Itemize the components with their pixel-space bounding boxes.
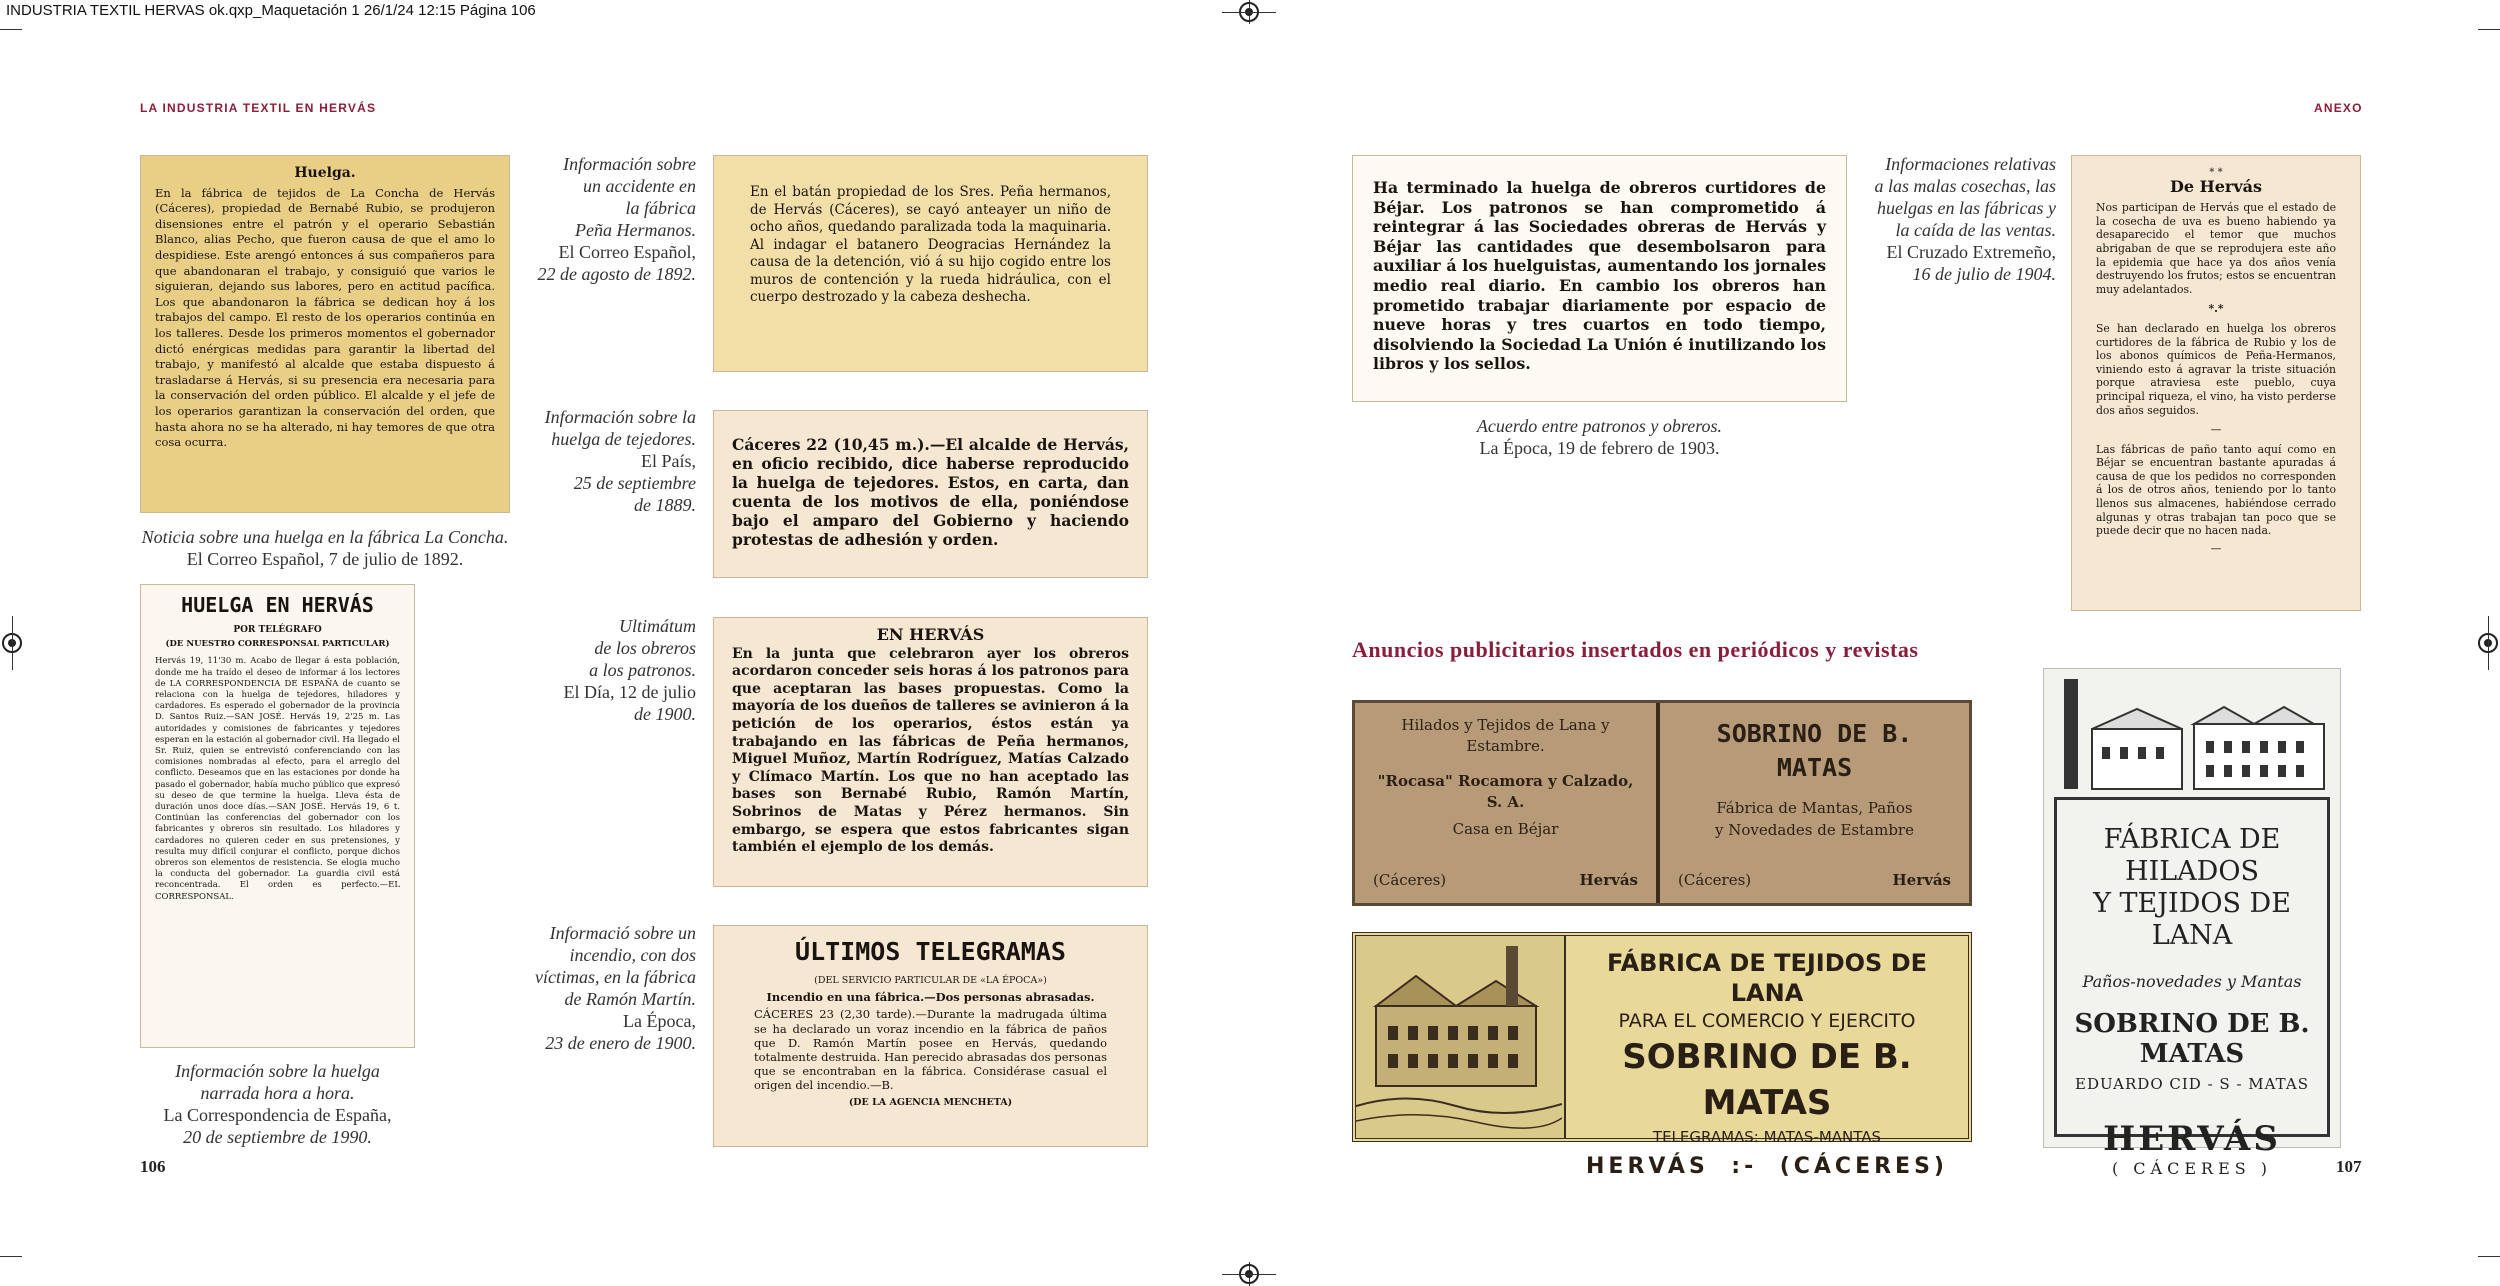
ad-text: Hervás bbox=[1892, 871, 1951, 889]
ad-text: HERVÁS bbox=[1586, 1154, 1709, 1179]
caption-line: La Correspondencia de España, bbox=[163, 1105, 392, 1125]
clipping-body: Las fábricas de paño tanto aquí como en Béjar se encuentran bastante apuradas á causa de que los pedidos no corresponden á los de otros años, teniendo por lo tanto llenos sus almacenes, habiéndose cerrado algunas y otras trabajan tan poco que se puede decir que no hacen nada. bbox=[2096, 442, 2336, 538]
clipping-caceres-22 bbox=[713, 410, 1148, 578]
running-head-right: ANEXO bbox=[2314, 101, 2363, 115]
clipping-title: De Hervás bbox=[2169, 176, 2263, 196]
caption-line: de Ramón Martín. bbox=[564, 989, 696, 1009]
caption-tejedores bbox=[520, 406, 696, 516]
crop-mark bbox=[0, 29, 22, 30]
clipping-body: En la fábrica de tejidos de La Concha de Hervás (Cáceres), propiedad de Bernabé Rubio, se produjeron disensiones entre el patrón y el operario Sebastián Blanco, alias Pecho, que fueron causa de que el amo lo despidiese. Este arengó entonces á sus compañeros para que abandonaran el trabajo, y consiguió que varios le siguieran, dejando sus labores, pero en actitud pacífica. Los que abandonaron la fábrica se dedican hoy á los trabajos del campo. El resto de los operarios continúa en los talleres. Desde los primeros momentos el gobernador dictó enérgicas medidas para garantir la libertad del trabajo, y manifestó al alcalde que estaba dispuesto á trasladarse á Hervás, si su presencia era necesaria para la conservación del orden público. El alcalde y el jefe de los operarios garantizan la conservación del orden, que hasta ahora no se ha alterado, ni hay temores de que otra cosa ocurra. bbox=[155, 185, 495, 450]
caption-line: a las malas cosechas, las bbox=[1874, 176, 2056, 196]
clipping-body: Se han declarado en huelga los obreros curtidores de la fábrica de Rubio y los de los abonos químicos de Peña-Hermanos, viniendo esto á agravar la triste situación porque atraviesa este pueblo, cuya principal riqueza, el vino, ha visto perderse dos años seguidos. bbox=[2096, 321, 2336, 417]
caption-huelga-hora bbox=[140, 1060, 415, 1148]
ad-text: :- bbox=[1731, 1154, 1758, 1179]
clipping-body: En el batán propiedad de los Sres. Peña hermanos, de Hervás (Cáceres), se cayó anteayer un niño de ocho años, quedando paralizada toda la maquinaria. Al indagar el batanero Deogracias Hernández la causa de la detención, vió á su hijo cogido entre los muros de contención y la rueda hidráulica, con el cuerpo destrozado y la cabeza deshecha. bbox=[750, 184, 1111, 305]
clipping-body: Cáceres 22 (10,45 m.).—El alcalde de Hervás, en oficio recibido, dice haberse reproducido la huelga de tejedores. Estos, en carta, dan cuenta de los motivos de ella, poniéndose bajo el amparo del Gobierno y haciendo protestas de adhesión y orden. bbox=[732, 435, 1129, 549]
file-slug: INDUSTRIA TEXTIL HERVAS ok.qxp_Maquetación 1 26/1/24 12:15 Página 106 bbox=[6, 2, 536, 19]
ad-text: EDUARDO CID - S - MATAS bbox=[2075, 1075, 2309, 1093]
ad-text: (Cáceres) bbox=[1373, 871, 1447, 889]
clipping-rule: — bbox=[2210, 423, 2222, 437]
ad-text: Casa en Béjar bbox=[1452, 820, 1559, 838]
ad-sobrino-matas-poster bbox=[2043, 668, 2341, 1178]
clipping-title: Huelga. bbox=[294, 165, 356, 181]
caption-line: 22 de agosto de 1892. bbox=[537, 264, 696, 284]
ad-text: (Cáceres) bbox=[1678, 871, 1752, 889]
ad-text: y Novedades de Estambre bbox=[1715, 821, 1914, 839]
caption-line: El Día, 12 de julio bbox=[563, 682, 696, 702]
caption-line: La Época, bbox=[623, 1011, 696, 1031]
factory-illustration-icon bbox=[1356, 936, 1562, 1136]
clipping-subtitle: POR TELÉGRAFO bbox=[233, 625, 322, 635]
ad-text: TELEGRAMAS: MATAS-MANTAS bbox=[1652, 1128, 1882, 1146]
clipping-body: Hervás 19, 11'30 m. Acabo de llegar á esta población, donde me ha traído el deseo de informar á los lectores de LA CORRESPONDENCIA DE ESPAÑA de cuanto se relaciona con la huelga de tejedores, hiladores y cardadores. Es esperado el gobernador de la provincia D. Santos Ruiz.—SAN JOSÉ. Hervás 19, 2'25 m. Las autoridades y comisiones de fabricantes y tejedores esperan en la estación al gobernador civil. Ha llegado el Sr. Ruiz, quien se entrevistó conferenciando con las comisiones nombradas al efecto, para el arreglo del conflicto. Deseamos que en las estaciones por donde ha pasado el gobernador, había mucho público que expresó su deseo de que termine la huelga. Lleva ésta de duración unos doce días.—SAN JOSÉ. Hervás 19, 6 t. Continúan las conferencias del gobernador con los fabricantes y obreros sin resultado. Los hiladores y cardadores no quieren ceder en sus pretensiones, y resulta muy difícil conjurar el conflicto, porque dichos obreros son elementos de resistencia. Se elogia mucho la conducta del gobernador. La guardia civil está reconcentrada. El orden es perfecto.—EL CORRESPONSAL. bbox=[155, 656, 400, 902]
ad-text: Paños-novedades y Mantas bbox=[2082, 972, 2302, 991]
clipping-ornament: * * bbox=[2209, 167, 2223, 178]
caption-incendio bbox=[520, 922, 696, 1054]
ad-text: Hilados y Tejidos de Lana y bbox=[1401, 716, 1610, 734]
ad-text-panel bbox=[1566, 936, 1968, 1179]
clipping-subtitle: (DEL SERVICIO PARTICULAR DE «LA ÉPOCA») bbox=[814, 975, 1047, 986]
clipping-rule: — bbox=[2210, 541, 2222, 555]
caption-line: Noticia sobre una huelga en la fábrica La Concha. bbox=[141, 527, 509, 547]
registration-line bbox=[12, 616, 13, 670]
clipping-en-hervas bbox=[713, 617, 1148, 887]
caption-line: Informaciones relativas bbox=[1885, 154, 2056, 174]
caption-line: El Cruzado Extremeño, bbox=[1886, 242, 2056, 262]
caption-line: víctimas, en la fábrica bbox=[535, 967, 696, 987]
clipping-title: ÚLTIMOS TELEGRAMAS bbox=[795, 937, 1066, 966]
ad-title: SOBRINO DE B. MATAS bbox=[1622, 1037, 1912, 1123]
caption-line: 16 de julio de 1904. bbox=[1912, 264, 2056, 284]
clipping-footer: (DE LA AGENCIA MENCHETA) bbox=[848, 1096, 1013, 1108]
clipping-title: EN HERVÁS bbox=[876, 625, 985, 644]
caption-line: de los obreros bbox=[594, 638, 696, 658]
ad-text: PARA EL COMERCIO Y EJERCITO bbox=[1618, 1010, 1916, 1032]
registration-line bbox=[2488, 616, 2489, 670]
caption-accidente bbox=[520, 153, 696, 285]
ad-text: "Rocasa" Rocamora y Calzado, S. A. bbox=[1377, 772, 1634, 811]
ad-text: (CÁCERES) bbox=[1779, 1154, 1948, 1179]
caption-line: La Época, 19 de febrero de 1903. bbox=[1479, 438, 1720, 458]
caption-line: a los patronos. bbox=[589, 660, 696, 680]
ad-title: FÁBRICA DE HILADOS bbox=[2103, 824, 2281, 887]
ad-title: Y TEJIDOS DE LANA bbox=[2093, 888, 2291, 951]
crop-mark bbox=[0, 1256, 22, 1257]
caption-line: de 1900. bbox=[634, 704, 696, 724]
caption-acuerdo bbox=[1352, 415, 1847, 459]
factory-buildings-icon bbox=[2044, 669, 2340, 809]
running-head-left: LA INDUSTRIA TEXTIL EN HERVÁS bbox=[140, 101, 377, 115]
registration-line bbox=[1222, 1274, 1276, 1275]
factory-illustration bbox=[1356, 936, 1566, 1138]
section-title: Anuncios publicitarios insertados en periódicos y revistas bbox=[1352, 637, 1919, 662]
ad-title: SOBRINO DE B. MATAS bbox=[1716, 719, 1913, 782]
caption-line: un accidente en bbox=[583, 176, 696, 196]
caption-line: Informació sobre un bbox=[549, 923, 696, 943]
clipping-ornament: *.* bbox=[2208, 302, 2224, 316]
registration-line bbox=[1222, 12, 1276, 13]
caption-line: Ultimátum bbox=[618, 616, 696, 636]
ad-footer bbox=[1576, 1148, 1958, 1179]
clipping-subtitle: (DE NUESTRO CORRESPONSAL PARTICULAR) bbox=[165, 639, 390, 650]
page-number-right: 107 bbox=[2336, 1157, 2362, 1176]
caption-huelga-concha bbox=[140, 526, 510, 570]
caption-line: narrada hora a hora. bbox=[200, 1083, 355, 1103]
caption-line: la caída de las ventas. bbox=[1895, 220, 2056, 240]
clipping-body: En la junta que celebraron ayer los obreros acordaron conceder seis horas á los patronos para que aceptaran las bases propuestas. Como la mayoría de los dueños de talleres se avinieron á la petición de los operarios, éstos están ya trabajando en las fábricas de Peña hermanos, Miguel Muñoz, Martín Rodríguez, Matías Calzado y Clímaco Martín. Los que no han aceptado las bases son Bernabé Rubio, Ramón Martín, Sobrinos de Matas y Pérez hermanos. Sin embargo, se espera que estos fabricantes sigan también el ejemplo de los demás. bbox=[732, 645, 1129, 856]
caption-line: 20 de septiembre de 1990. bbox=[183, 1127, 372, 1147]
ad-right-panel bbox=[1660, 703, 1969, 903]
caption-line: 23 de enero de 1900. bbox=[545, 1033, 696, 1053]
ad-rocasa-matas bbox=[1352, 700, 1972, 906]
clipping-huelga-concha bbox=[140, 155, 510, 513]
ad-left-panel bbox=[1355, 703, 1660, 903]
clipping-de-hervas bbox=[2071, 155, 2361, 611]
crop-mark bbox=[2478, 29, 2500, 30]
ad-text: Hervás bbox=[1579, 871, 1638, 889]
caption-line: de 1889. bbox=[634, 495, 696, 515]
clipping-ha-terminado bbox=[1352, 155, 1847, 402]
caption-line: incendio, con dos bbox=[569, 945, 696, 965]
clipping-batan bbox=[713, 155, 1148, 372]
clipping-title: HUELGA EN HERVÁS bbox=[181, 593, 374, 617]
caption-line: El Correo Español, 7 de julio de 1892. bbox=[186, 549, 464, 569]
ad-text: Estambre. bbox=[1466, 737, 1545, 755]
ad-title: HERVÁS bbox=[2103, 1119, 2281, 1159]
caption-malas-cosechas bbox=[1860, 153, 2056, 285]
ad-text: ( CÁCERES ) bbox=[2111, 1159, 2273, 1178]
clipping-ultimos-telegramas bbox=[713, 925, 1148, 1147]
clipping-body: Ha terminado la huelga de obreros curtidores de Béjar. Los patronos se han comprometido á reintegrar á las Sociedades obreras de Hervás y Béjar las cantidades que desembolsaron para auxiliar á los huelguistas, aumentando los jornales medio real diario. En cambio los obreros han prometido trabajar diariamente por espacio de nueve horas y tres cuartos en todo tiempo, disolviendo la Sociedad La Unión é inutilizando los libros y los sellos. bbox=[1373, 178, 1826, 374]
caption-line: Acuerdo entre patronos y obreros. bbox=[1476, 416, 1723, 436]
caption-line: Información sobre la bbox=[544, 407, 696, 427]
clipping-huelga-en-hervas bbox=[140, 584, 415, 1048]
ad-sobrino-matas-factory bbox=[1352, 932, 1972, 1179]
clipping-headline: Incendio en una fábrica.—Dos personas abrasadas. bbox=[766, 990, 1095, 1005]
ad-title: FÁBRICA DE TEJIDOS DE LANA bbox=[1606, 949, 1928, 1007]
clipping-body: CÁCERES 23 (2,30 tarde).—Durante la madrugada última se ha declarado un voraz incendio en la fábrica de paños que D. Ramón Martín posee en Hervás, quedando totalmente destruida. Han perecido abrasadas dos personas que se encontraban en la fábrica. Considérase casual el origen del incendio.—B. bbox=[754, 1007, 1107, 1093]
caption-line: Información sobre la huelga bbox=[175, 1061, 380, 1081]
ad-poster-frame bbox=[2054, 797, 2330, 1178]
caption-line: 25 de septiembre bbox=[573, 473, 696, 493]
caption-line: Información sobre bbox=[563, 154, 696, 174]
caption-line: El Correo Español, bbox=[558, 242, 696, 262]
ad-text: Fábrica de Mantas, Paños bbox=[1716, 799, 1913, 817]
page-number-left: 106 bbox=[140, 1157, 166, 1176]
caption-ultimatum bbox=[520, 615, 696, 725]
crop-mark bbox=[2478, 1256, 2500, 1257]
ad-title: SOBRINO DE B. MATAS bbox=[2074, 1009, 2310, 1069]
caption-line: huelga de tejedores. bbox=[551, 429, 696, 449]
caption-line: la fábrica bbox=[625, 198, 696, 218]
caption-line: Peña Hermanos. bbox=[575, 220, 696, 240]
clipping-body: Nos participan de Hervás que el estado de la cosecha de uva es bueno habiendo ya desaparecido el temor que muchos abrigaban de que se reprodujera este año la epidemia que hace ya dos años venía destruyendo los frutos; estos se encuentran muy adelantados. bbox=[2096, 201, 2336, 296]
caption-line: huelgas en las fábricas y bbox=[1877, 198, 2056, 218]
caption-line: El País, bbox=[640, 451, 696, 471]
